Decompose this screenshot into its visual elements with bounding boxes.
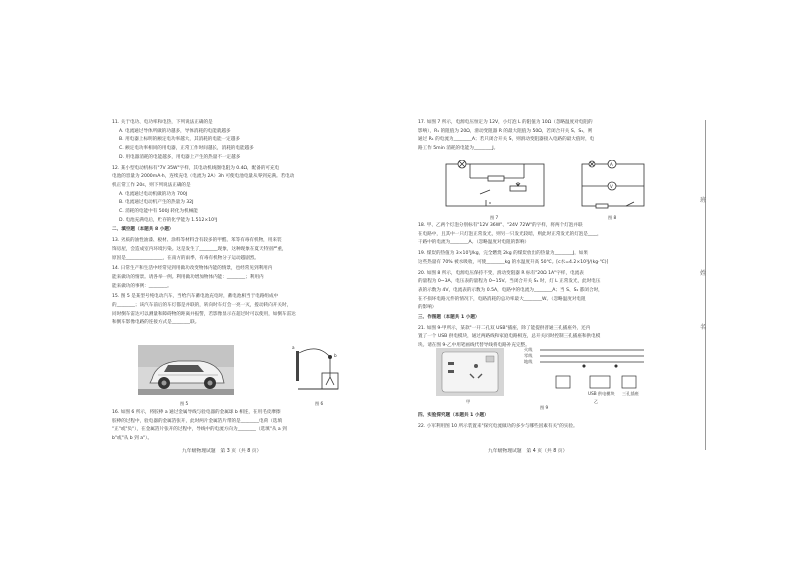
section-heading-drawing: 三、作图题（本题共 1 小题） <box>418 315 480 321</box>
binding-label-class: 班 <box>700 197 707 204</box>
question-12-text: 电池的容量为 2000mA·h，连续充电（电流为 2A）3h 可使电池电量从零到充满。若电动 <box>112 174 295 180</box>
question-17-text: 路工作 5min 消耗的电能为________J。 <box>418 146 499 152</box>
option-12-d: D. 电池充满电后，贮存的化学能为 1.512×10⁵J <box>119 217 218 223</box>
section-heading: 二、填空题（本题共 8 小题） <box>112 227 174 233</box>
question-13-text: 饰房屋，会造成室内环境污染。这是发生了________现象，这种现象在夏天特别严重， <box>112 246 287 252</box>
figure-6-label-a: a <box>292 345 295 350</box>
question-14-text: 能来做功的事例：________。 <box>112 283 172 289</box>
question-16-text: b"或"从 b 到 a"）。 <box>112 436 153 442</box>
svg-text:A: A <box>610 162 613 167</box>
question-13: 13. 劣质的油性油漆、板材、涂料等材料含有较多的甲醛、苯等有毒有机物，用来装 <box>112 238 282 244</box>
question-19-text: 这些热量有 70% 被水吸收，可使________kg 的水温度升高 50℃。[c水=4.2×10³J/(kg·℃)] <box>418 259 609 265</box>
question-14: 14. 日常生产和生活中经常见到用做功改变物体内能的情景，也经常见到利用内 <box>112 266 273 272</box>
three-hole-socket-label: 三孔插座 <box>622 391 639 396</box>
option-12-c: C. 消耗的电能中有 500J 转化为机械能 <box>119 209 198 215</box>
question-21-text: 块。请在图 9-乙中用笔画线代替导线将电路补充完整。 <box>418 343 530 349</box>
figure-6-electroscope <box>288 345 348 395</box>
question-21: 21. 如图 9-甲所示，某款"一开二孔双 USB"插座，除了能提供普通三孔插座外，还内 <box>418 325 591 331</box>
option-11-d: D. 用电器消耗的电能越多，用电器上产生的热量不一定越多 <box>119 154 241 160</box>
question-18-text: 在电路中，且其中一只灯泡正常发光，则另一只发光较暗，则此时正常发光的灯泡是____， <box>418 231 602 237</box>
section-heading-experiment: 四、实验探究题（本题共 1 小题） <box>418 413 489 418</box>
right-page <box>418 0 718 561</box>
question-16: 16. 如图 6 所示，将胶棒 a 通过金属导线与验电器的金属球 b 相连，在用毛皮摩擦 <box>112 410 281 415</box>
question-20-text: 在不损坏电路元件的情况下，电路消耗的总功率最大________W。（忽略温度对电阻 <box>418 296 586 302</box>
figure-5-caption: 图 5 <box>180 401 189 406</box>
question-22: 22. 小军利用图 10 所示装置来"探究电流做功的多少与哪些因素有关"的实验。 <box>418 423 578 429</box>
figure-9-caption: 图 9 <box>540 405 549 410</box>
figure-6-caption: 图 6 <box>315 401 324 406</box>
question-12-text: 机正常工作 20s，则下列说法正确的是 <box>112 182 191 188</box>
option-11-b: B. 用电器上标明的额定电功率越大，其消耗的电能一定越多 <box>119 137 240 143</box>
binding-line <box>705 120 706 450</box>
question-15-text: 的________；该汽车前后的车灯都是并联的，转向时车灯会一亮一灭，拨动转向开关时， <box>112 303 292 309</box>
usb-module-label: USB 供电模块 <box>588 391 615 396</box>
question-15-text: 同时倒车雷达可以测量和障碍物的距离并报警，若影像显示在超过时可以使用，如倒车雷达 <box>112 311 296 317</box>
option-12-a: A. 电流通过电动机做的功为 700J <box>119 191 188 197</box>
wire-label-neutral: 零线 <box>524 353 533 358</box>
figure-9-sub-jia: 甲 <box>466 399 471 404</box>
svg-text:V: V <box>610 184 613 189</box>
figure-7-circuit <box>440 160 550 212</box>
wire-label-live: 火线 <box>524 347 533 352</box>
option-11-c: C. 额定电功率相同的用电器，正常工作时间越长，消耗的电能越多 <box>119 146 254 152</box>
question-21-text: 置了一个 USB 供电模块，通过两路线和家庭电路相连，总开关同时控制三孔插座和供电模 <box>418 334 601 340</box>
question-20-text: 的量程为 0~3A，电压表的量程为 0~15V。当闭合开关 S₁ 时，灯 L 正常发光，此时电压 <box>418 279 601 285</box>
figure-9-sub-yi: 乙 <box>594 399 599 404</box>
question-20-text: 的影响） <box>418 305 437 311</box>
figure-8-circuit <box>578 160 648 212</box>
question-12-stem: 12. 某小型电动机标有"7V 35W"字样，其电动机线圈电阻为 0.4Ω，配备的可充电 <box>112 165 280 171</box>
question-18-text: 干路中的电流为________A。（忽略温度对电阻的影响） <box>418 240 530 246</box>
option-12-b: B. 电流通过电动机产生的热量为 32J <box>119 200 194 206</box>
binding-label-surname: 姓 <box>700 270 707 277</box>
question-17-text: 通过 R₁ 的电流为________A；若只闭合开关 S，则滑动变阻器接入电路的最大值时，电 <box>418 137 595 143</box>
figure-9-socket-photo <box>436 348 504 396</box>
figure-5-car-photo <box>138 345 234 395</box>
left-page <box>112 0 412 561</box>
question-19: 19. 煤炭的热值为 3×10⁷J/kg，完全燃烧 2kg 的煤炭放出的热量为________J，如果 <box>418 251 588 257</box>
binding-label-name: 名 <box>700 324 707 331</box>
question-13-text: 原因是________________，在南方的雨季，有毒有机物分子运动越剧烈。 <box>112 255 260 261</box>
figure-7-caption: 图 7 <box>490 215 499 220</box>
page-footer-4: 九年级物理试题 第 4 页（共 8 页） <box>488 449 568 454</box>
question-15-text: 和倒车影像电路的连接方式是________联。 <box>112 320 200 326</box>
question-16-text: "正"或"负"），在金属箔片张开的过程中，导线中的电流方向为________（选填"从 a 到 <box>112 427 287 433</box>
question-16-text: 胶棒的过程中，验电器的金属箔张开，此时两片金属箔片带的是________电荷（选填 <box>112 418 282 424</box>
page-footer-3: 九年级物理试题 第 3 页（共 8 页） <box>182 449 262 454</box>
option-11-a: A. 电流通过导体所做的功越多，导体消耗的电能就越多 <box>119 128 231 134</box>
question-17-text: 影响），R₁ 的阻值为 20Ω，滑动变阻器 R 的最大阻值为 50Ω，若闭合开关 S、S₁，则 <box>418 128 593 134</box>
question-11-stem: 11. 关于电功、电功率和电热，下列说法正确的是 <box>112 120 213 125</box>
question-14-text: 能来做功的情景。请各举一例。利用做功增加物体内能：________；利用内 <box>112 274 264 280</box>
figure-8-caption: 图 8 <box>608 215 617 220</box>
wire-label-ground: 地线 <box>524 359 533 364</box>
figure-6-label-b: b <box>334 353 337 358</box>
question-15: 15. 图 5 是某型号纯电动汽车，当给汽车蓄电池充电时，蓄电池相当于电路组成中 <box>112 294 279 300</box>
question-18: 18. 甲、乙两个灯泡分别标有"12V 36W"、"24V 72W"的字样，将两个灯泡并联 <box>418 223 583 228</box>
question-17: 17. 如图 7 所示，电源电压恒定为 12V，小灯泡 L 的阻值为 10Ω（忽略温度对电阻的 <box>418 120 593 125</box>
question-20: 20. 如图 8 所示，电源电压保持不变，滑动变阻器 R 标有"20Ω 1A"字样，电流表 <box>418 270 584 276</box>
question-20-text: 表的示数为 4V，电流表的示数为 0.5A，电路中的电流为________A；当 S、S₁ 都闭合时， <box>418 287 603 293</box>
